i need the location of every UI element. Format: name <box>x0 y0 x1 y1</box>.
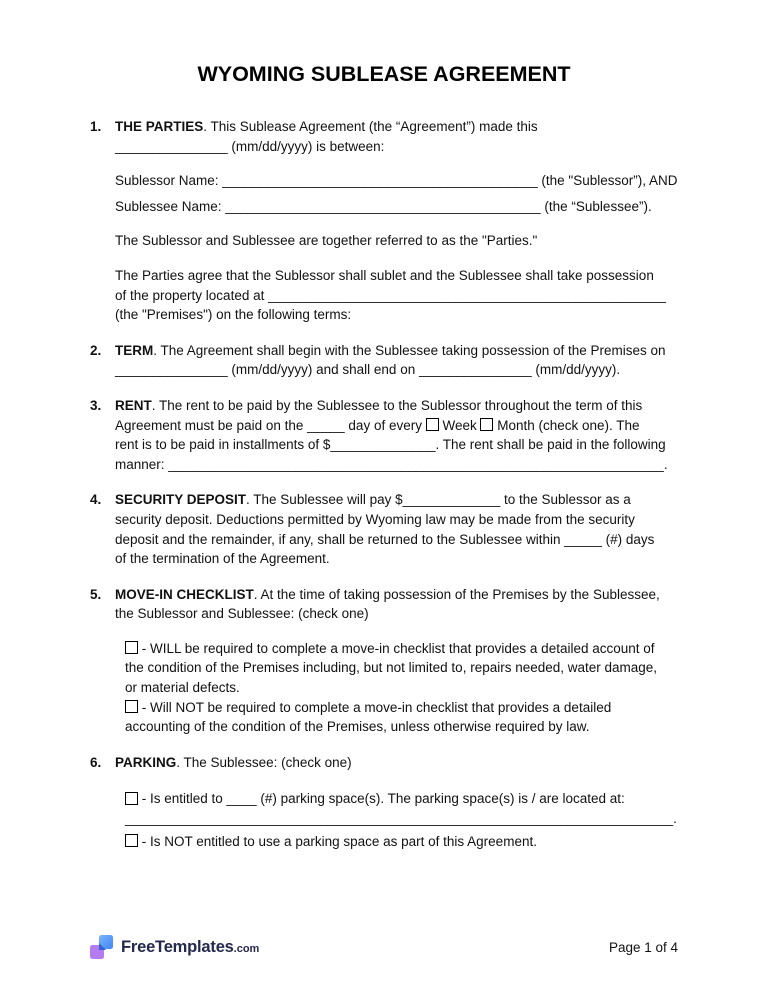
section-term <box>90 341 678 380</box>
rent-manner-blank[interactable]: __________________________________________________________________ <box>168 456 664 472</box>
brand-suffix: .com <box>233 942 260 955</box>
parking-location-blank[interactable]: _________________________________________________________________________ <box>125 811 674 827</box>
option-text: accounting of the condition of the Premises, unless otherwise required by law. <box>125 719 590 735</box>
body-text: (the “Sublessee”). <box>540 198 652 214</box>
body-text: (mm/dd/yyyy). <box>531 362 621 378</box>
checkbox-month[interactable] <box>480 418 493 431</box>
rent-day-blank[interactable]: _____ <box>307 417 345 433</box>
body-text: Agreement must be paid on the <box>115 417 308 433</box>
option-text: - Is NOT entitled to use a parking space as part of this Agreement. <box>138 833 537 849</box>
section-heading: MOVE-IN CHECKLIST <box>115 586 254 602</box>
body-text: rent is to be paid in installments of $ <box>115 437 331 453</box>
checkbox-will-checklist[interactable] <box>125 641 138 654</box>
section-heading: PARKING <box>115 754 177 770</box>
section-number: 6. <box>90 754 102 770</box>
agreement-date-blank[interactable]: _______________ <box>115 138 228 154</box>
checkbox-parking-not-entitled[interactable] <box>125 834 138 847</box>
body-text: . The rent shall be paid in the following <box>435 437 666 453</box>
body-text: . This Sublease Agreement (the “Agreement”) made this <box>203 119 538 134</box>
section-move-in-checklist <box>90 585 678 737</box>
week-label: Week <box>438 417 481 433</box>
sublessee-name-blank[interactable]: __________________________________________ <box>225 198 541 214</box>
section-heading: TERM <box>115 342 154 358</box>
option-will-checklist <box>125 639 678 698</box>
body-text: . The Sublessee will pay $ <box>246 492 403 508</box>
option-text: - Is entitled to <box>138 791 227 807</box>
page-number: Page 1 of 4 <box>608 939 678 955</box>
option-parking-not-entitled <box>125 832 678 852</box>
deposit-return-days-blank[interactable]: _____ <box>564 531 602 547</box>
section-number: 5. <box>90 586 102 602</box>
term-start-date-blank[interactable]: _______________ <box>115 362 228 378</box>
body-text: to the Sublessor as a <box>500 492 631 508</box>
body-text: deposit and the remainder, if any, shall be returned to the Sublessee within <box>115 531 565 547</box>
body-text: (#) days <box>601 531 655 547</box>
section-number: 4. <box>90 492 102 508</box>
option-text: - Will NOT be required to complete a move-in checklist that provides a detailed <box>138 699 612 715</box>
checkbox-parking-entitled[interactable] <box>125 792 138 805</box>
freetemplates-pages-icon <box>90 934 114 960</box>
option-text: (#) parking space(s). The parking space(s) is / are located at: <box>256 791 625 807</box>
section-number: 3. <box>90 397 102 413</box>
sublessee-name-label: Sublessee Name: <box>115 198 226 214</box>
parking-count-blank[interactable]: ____ <box>226 791 257 807</box>
section-parking <box>90 753 678 851</box>
body-text: The Sublessor and Sublessee are together referred to as the "Parties." <box>115 233 538 249</box>
deposit-amount-blank[interactable]: _____________ <box>402 492 501 508</box>
sublessor-name-label: Sublessor Name: <box>115 173 223 189</box>
term-end-date-blank[interactable]: _______________ <box>418 362 532 378</box>
body-text: the Sublessor and Sublessee: (check one) <box>115 606 369 622</box>
rent-amount-blank[interactable]: ______________ <box>330 437 436 453</box>
body-text: manner: <box>115 456 169 472</box>
section-security-deposit <box>90 490 678 568</box>
option-text: - WILL be required to complete a move-in checklist that provides a detailed account of <box>138 640 655 656</box>
section-heading: THE PARTIES <box>115 119 204 134</box>
body-text: security deposit. Deductions permitted by Wyoming law may be made from the security <box>115 511 635 527</box>
body-text: . At the time of taking possession of the Premises by the Sublessee, <box>253 586 660 602</box>
body-text: (mm/dd/yyyy) and shall end on <box>227 362 419 378</box>
body-text: of the property located at <box>115 287 269 303</box>
body-text: (the "Sublessor”), AND <box>537 173 678 189</box>
month-label: Month (check one). The <box>493 417 640 433</box>
brand-name: FreeTemplates <box>121 937 234 956</box>
section-number: 2. <box>90 342 102 358</box>
freetemplates-logo <box>90 934 259 960</box>
option-text: or material defects. <box>125 680 240 696</box>
option-parking-entitled <box>125 789 678 828</box>
section-the-parties <box>90 117 678 325</box>
body-text: (mm/dd/yyyy) is between: <box>227 138 385 154</box>
document-title: WYOMING SUBLEASE AGREEMENT <box>197 62 571 86</box>
page-footer <box>90 934 678 960</box>
property-address-blank[interactable]: _____________________________________________________ <box>268 287 667 303</box>
option-text: the condition of the Premises including, but not limited to, repairs needed, water damage, <box>125 660 658 676</box>
section-heading: SECURITY DEPOSIT <box>115 492 247 508</box>
body-text: . The rent to be paid by the Sublessee to the Sublessor throughout the term of this <box>151 397 643 413</box>
body-text: . The Sublessee: (check one) <box>176 754 352 770</box>
section-rent <box>90 396 678 474</box>
body-text: of the termination of the Agreement. <box>115 551 330 567</box>
body-text: (the "Premises") on the following terms: <box>115 307 352 323</box>
body-text: . <box>663 456 668 472</box>
option-text: . <box>673 811 677 827</box>
sublessor-name-blank[interactable]: __________________________________________ <box>222 173 538 189</box>
option-will-not-checklist <box>125 698 678 737</box>
section-heading: RENT <box>115 397 152 413</box>
body-text: day of every <box>344 417 426 433</box>
checkbox-week[interactable] <box>426 418 439 431</box>
body-text: The Parties agree that the Sublessor shall sublet and the Sublessee shall take possession <box>115 267 654 283</box>
body-text: . The Agreement shall begin with the Sublessee taking possession of the Premises on <box>153 342 666 358</box>
checkbox-will-not-checklist[interactable] <box>125 700 138 713</box>
section-number: 1. <box>90 119 102 134</box>
